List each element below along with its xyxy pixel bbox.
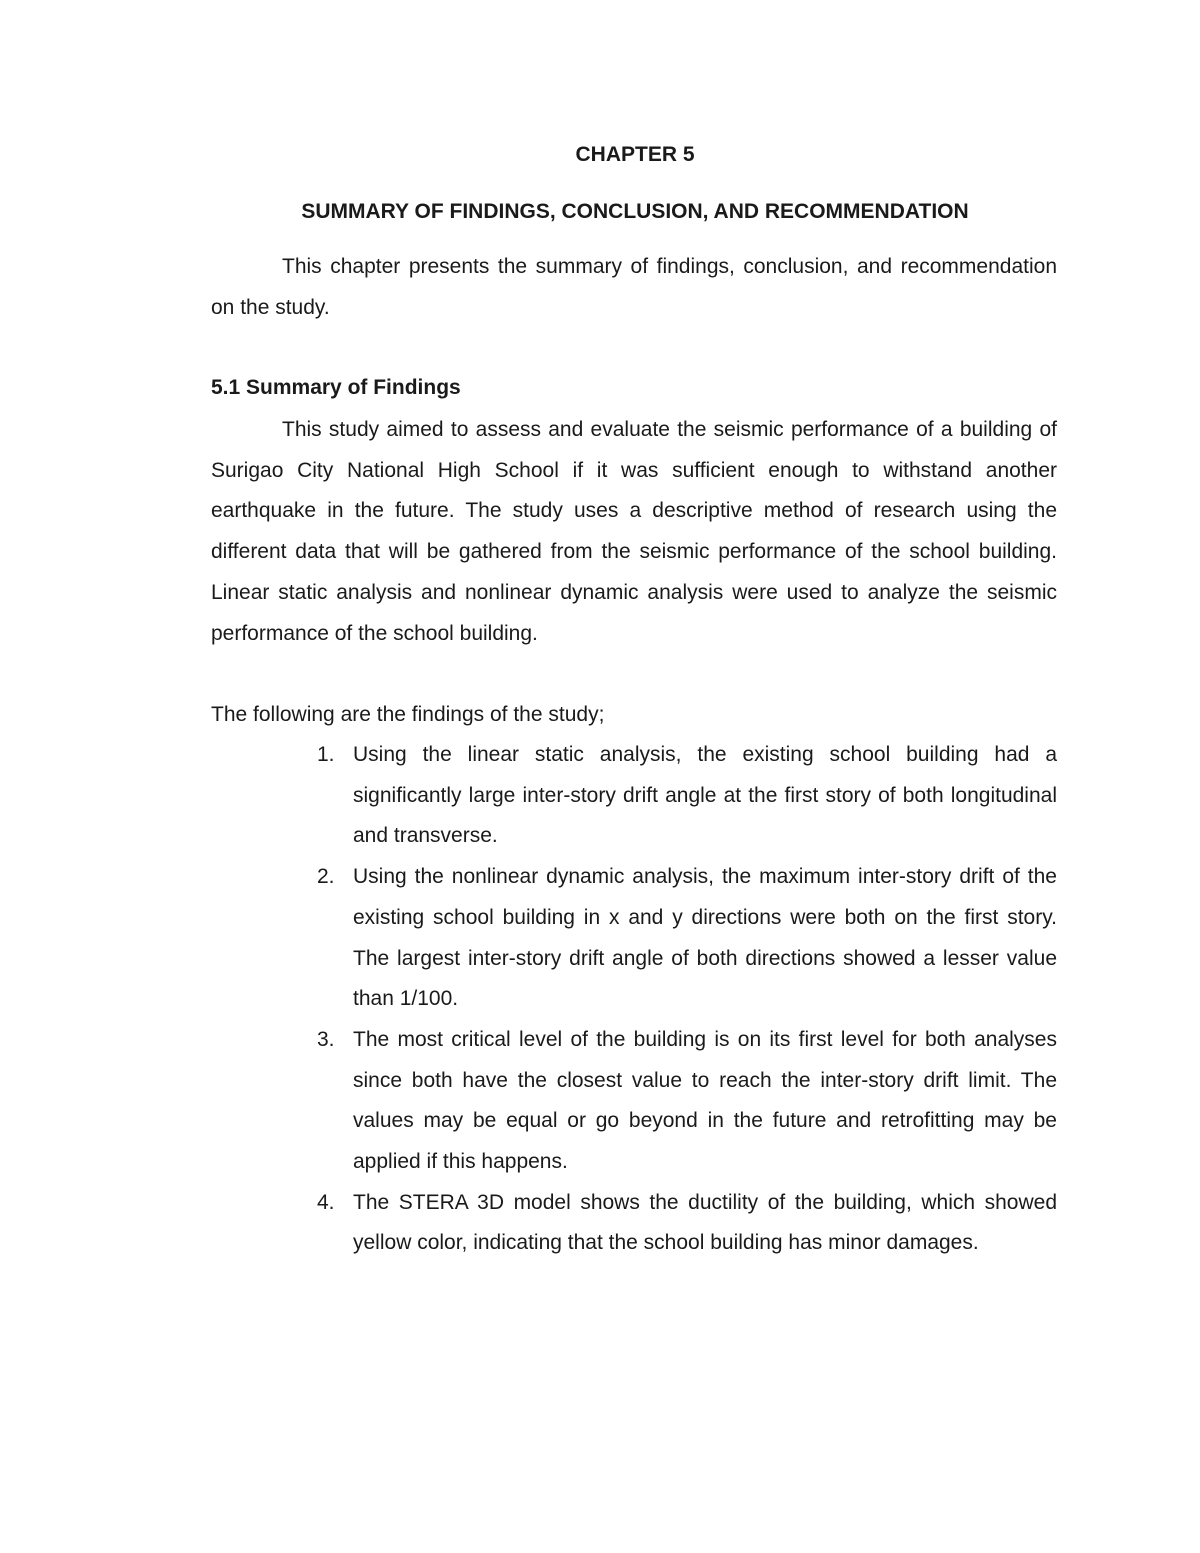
chapter-title: SUMMARY OF FINDINGS, CONCLUSION, AND RECOMMENDATION bbox=[301, 200, 969, 223]
finding-number: 2. bbox=[317, 865, 335, 889]
intro-paragraph: This chapter presents the summary of findings, conclusion, and recommendation on the study. bbox=[211, 255, 1057, 319]
chapter-number: CHAPTER 5 bbox=[575, 143, 695, 166]
findings-intro: The following are the findings of the study; bbox=[211, 703, 605, 726]
section-heading: 5.1 Summary of Findings bbox=[211, 376, 461, 399]
finding-number: 1. bbox=[317, 743, 335, 766]
findings-list bbox=[211, 735, 1057, 1264]
finding-text: Using the linear static analysis, the existing school building had a significantly large inter-story drift angle at the first story of both longitudinal and transverse. bbox=[353, 743, 1057, 848]
finding-text: The STERA 3D model shows the ductility of the building, which showed yellow color, indicating that the school building has minor damages. bbox=[353, 1190, 1057, 1255]
finding-item bbox=[211, 735, 1057, 857]
summary-paragraph: This study aimed to assess and evaluate the seismic performance of a building of Surigao City National High School if it was sufficient enough to withstand another earthquake in the future. The study uses a descriptive method of research using the different data that will be gathered from the seismic performance of the school building. Linear static analysis and nonlinear dynamic analysis were used to analyze the seismic performance of the school building. bbox=[211, 418, 1057, 645]
finding-item bbox=[211, 1020, 1057, 1183]
finding-text: Using the nonlinear dynamic analysis, the maximum inter-story drift of the existing school building in x and y directions were both on the first story. The largest inter-story drift angle of both directions showed a lesser value than 1/100. bbox=[353, 865, 1057, 1011]
finding-item bbox=[211, 857, 1057, 1020]
finding-number: 4. bbox=[317, 1190, 335, 1214]
finding-text: The most critical level of the building is on its first level for both analyses since both have the closest value to reach the inter-story drift limit. The values may be equal or go beyond in the future and retrofitting may be applied if this happens. bbox=[353, 1027, 1057, 1174]
finding-number: 3. bbox=[317, 1027, 335, 1051]
finding-item bbox=[211, 1183, 1057, 1264]
